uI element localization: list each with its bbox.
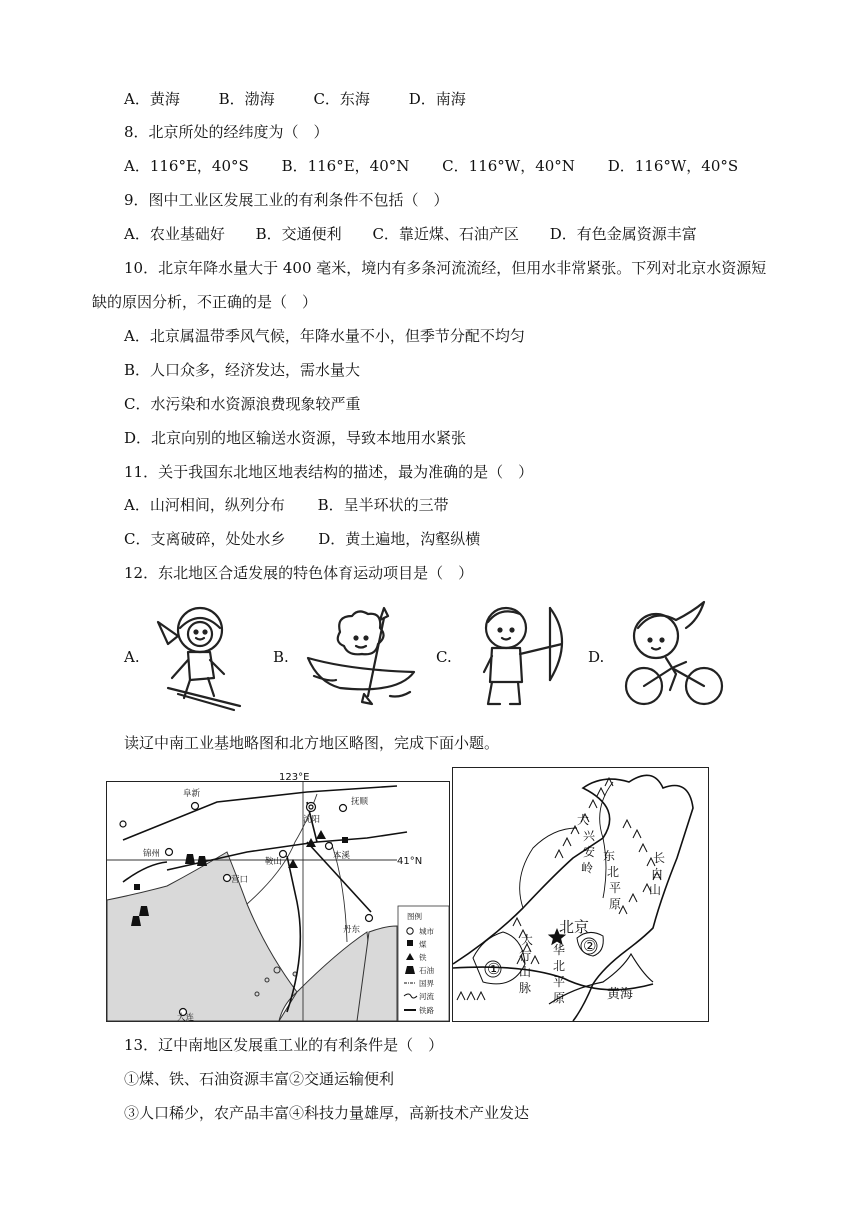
latitude-label: 41°N: [397, 856, 423, 867]
archery-icon: [470, 600, 580, 712]
city-anshan: 鞍山: [265, 857, 283, 867]
legend-border: 国界: [419, 979, 434, 988]
q7-option-b: B．渤海: [218, 90, 275, 108]
q10-option-d: D．北京向别的地区输送水资源，导致本地用水紧张: [124, 429, 467, 447]
q7-option-d: D．南海: [408, 90, 466, 108]
q8-options: [124, 156, 738, 176]
label-huabei-3: 平: [553, 975, 566, 989]
q9-stem: 9．图中工业区发展工业的有利条件不包括（ ）: [124, 191, 449, 209]
city-benxi: 本溪: [333, 851, 351, 861]
label-daxinganling-4: 岭: [581, 861, 594, 875]
city-fushun: 抚顺: [351, 797, 369, 807]
label-huabei-2: 北: [553, 959, 566, 973]
label-dongbei-4: 原: [609, 897, 622, 911]
label-taihang-2: 行: [519, 949, 532, 963]
q8-option-d: D．116°W，40°S: [607, 157, 739, 175]
q11-option-d: D．黄土遍地，沟壑纵横: [318, 530, 481, 548]
label-dongbei-2: 北: [607, 865, 620, 879]
q12-label-d: D.: [588, 648, 605, 666]
q13-stem: 13．辽中南地区发展重工业的有利条件是（ ）: [124, 1036, 444, 1054]
legend-title: 图例: [407, 912, 422, 921]
legend-oil: 石油: [419, 966, 434, 975]
city-dalian: 大连: [177, 1013, 195, 1023]
q9-option-c: C．靠近煤、石油产区: [372, 225, 519, 243]
legend-river: 河流: [419, 992, 434, 1001]
northern-region-map: [452, 767, 709, 1022]
q12-label-c: C.: [436, 648, 452, 666]
legend-city: 城市: [419, 927, 434, 936]
kayaking-icon: [300, 606, 420, 706]
label-region-1: ①: [487, 960, 501, 978]
label-daxinganling-2: 兴: [583, 829, 596, 843]
q12-label-a: A.: [124, 648, 140, 666]
q8-stem: 8．北京所处的经纬度为（ ）: [124, 123, 329, 141]
label-changbai-1: 长: [653, 851, 666, 865]
reading-intro: 读辽中南工业基地略图和北方地区略图，完成下面小题。: [124, 734, 500, 752]
q11-option-b: B．呈半环状的三带: [317, 496, 449, 514]
q8-option-a: A．116°E，40°S: [124, 157, 249, 175]
q7-option-c: C．东海: [313, 90, 370, 108]
city-yingkou: 营口: [231, 875, 249, 885]
q13-line1: ①煤、铁、石油资源丰富②交通运输便利: [124, 1070, 395, 1088]
q8-option-c: C．116°W，40°N: [442, 157, 575, 175]
q10-option-b: B．人口众多，经济发达，需水量大: [124, 361, 361, 379]
longitude-label: 123°E: [279, 772, 310, 783]
q9-option-b: B．交通便利: [255, 225, 342, 243]
q10-option-c: C．水污染和水资源浪费现象较严重: [124, 395, 361, 413]
q10-stem-line1: 10．北京年降水量大于 400 毫米，境内有多条河流流经，但用水非常紧张。下列对北京水资源短: [124, 259, 767, 277]
city-fuxin: 阜新: [183, 789, 201, 799]
q10-option-a: A．北京属温带季风气候，年降水量不小，但季节分配不均匀: [124, 327, 525, 345]
q9-option-d: D．有色金属资源丰富: [549, 225, 697, 243]
label-taihang-3: 山: [519, 965, 532, 979]
label-dongbei-1: 东: [603, 849, 616, 863]
skiing-icon: [148, 600, 248, 712]
q11-option-a: A．山河相间，纵列分布: [124, 496, 285, 514]
label-yellow-sea: 黄海: [607, 987, 634, 1002]
label-taihang-1: 太: [521, 933, 534, 947]
label-daxinganling-1: 大: [577, 813, 590, 827]
label-changbai-2: 白: [651, 867, 664, 881]
label-huabei-1: 华: [553, 943, 566, 957]
label-daxinganling-3: 安: [583, 845, 596, 859]
cycling-icon: [616, 598, 726, 710]
label-beijing: 北京: [559, 918, 590, 936]
label-taihang-4: 脉: [519, 981, 532, 995]
legend-iron: 铁: [419, 953, 427, 962]
q9-option-a: A．农业基础好: [124, 225, 225, 243]
label-changbai-3: 山: [649, 883, 662, 897]
label-region-2: ②: [583, 937, 597, 955]
q10-stem-line2: 缺的原因分析，不正确的是（ ）: [92, 293, 318, 311]
q12-label-b: B.: [273, 648, 289, 666]
q8-option-b: B．116°E，40°N: [281, 157, 410, 175]
city-dandong: 丹东: [343, 925, 361, 935]
q7-option-a: A．黄海: [124, 90, 180, 108]
q11-options-row1: [124, 495, 449, 515]
q13-line2: ③人口稀少，农产品丰富④科技力量雄厚，高新技术产业发达: [124, 1104, 530, 1122]
q12-stem: 12．东北地区合适发展的特色体育运动项目是（ ）: [124, 564, 474, 582]
label-huabei-4: 原: [553, 991, 566, 1005]
city-jinzhou: 锦州: [143, 849, 161, 859]
city-shenyang: 沈阳: [303, 815, 321, 825]
liaozhongnan-map: [106, 772, 450, 1023]
q11-option-c: C．支离破碎，处处水乡: [124, 530, 286, 548]
legend-railway: 铁路: [419, 1006, 434, 1015]
q7-options: [124, 89, 466, 109]
q9-options: [124, 224, 697, 244]
q11-stem: 11．关于我国东北地区地表结构的描述，最为准确的是（ ）: [124, 463, 534, 481]
q11-options-row2: [124, 529, 480, 549]
label-dongbei-3: 平: [609, 881, 622, 895]
legend-coal: 煤: [419, 940, 427, 949]
